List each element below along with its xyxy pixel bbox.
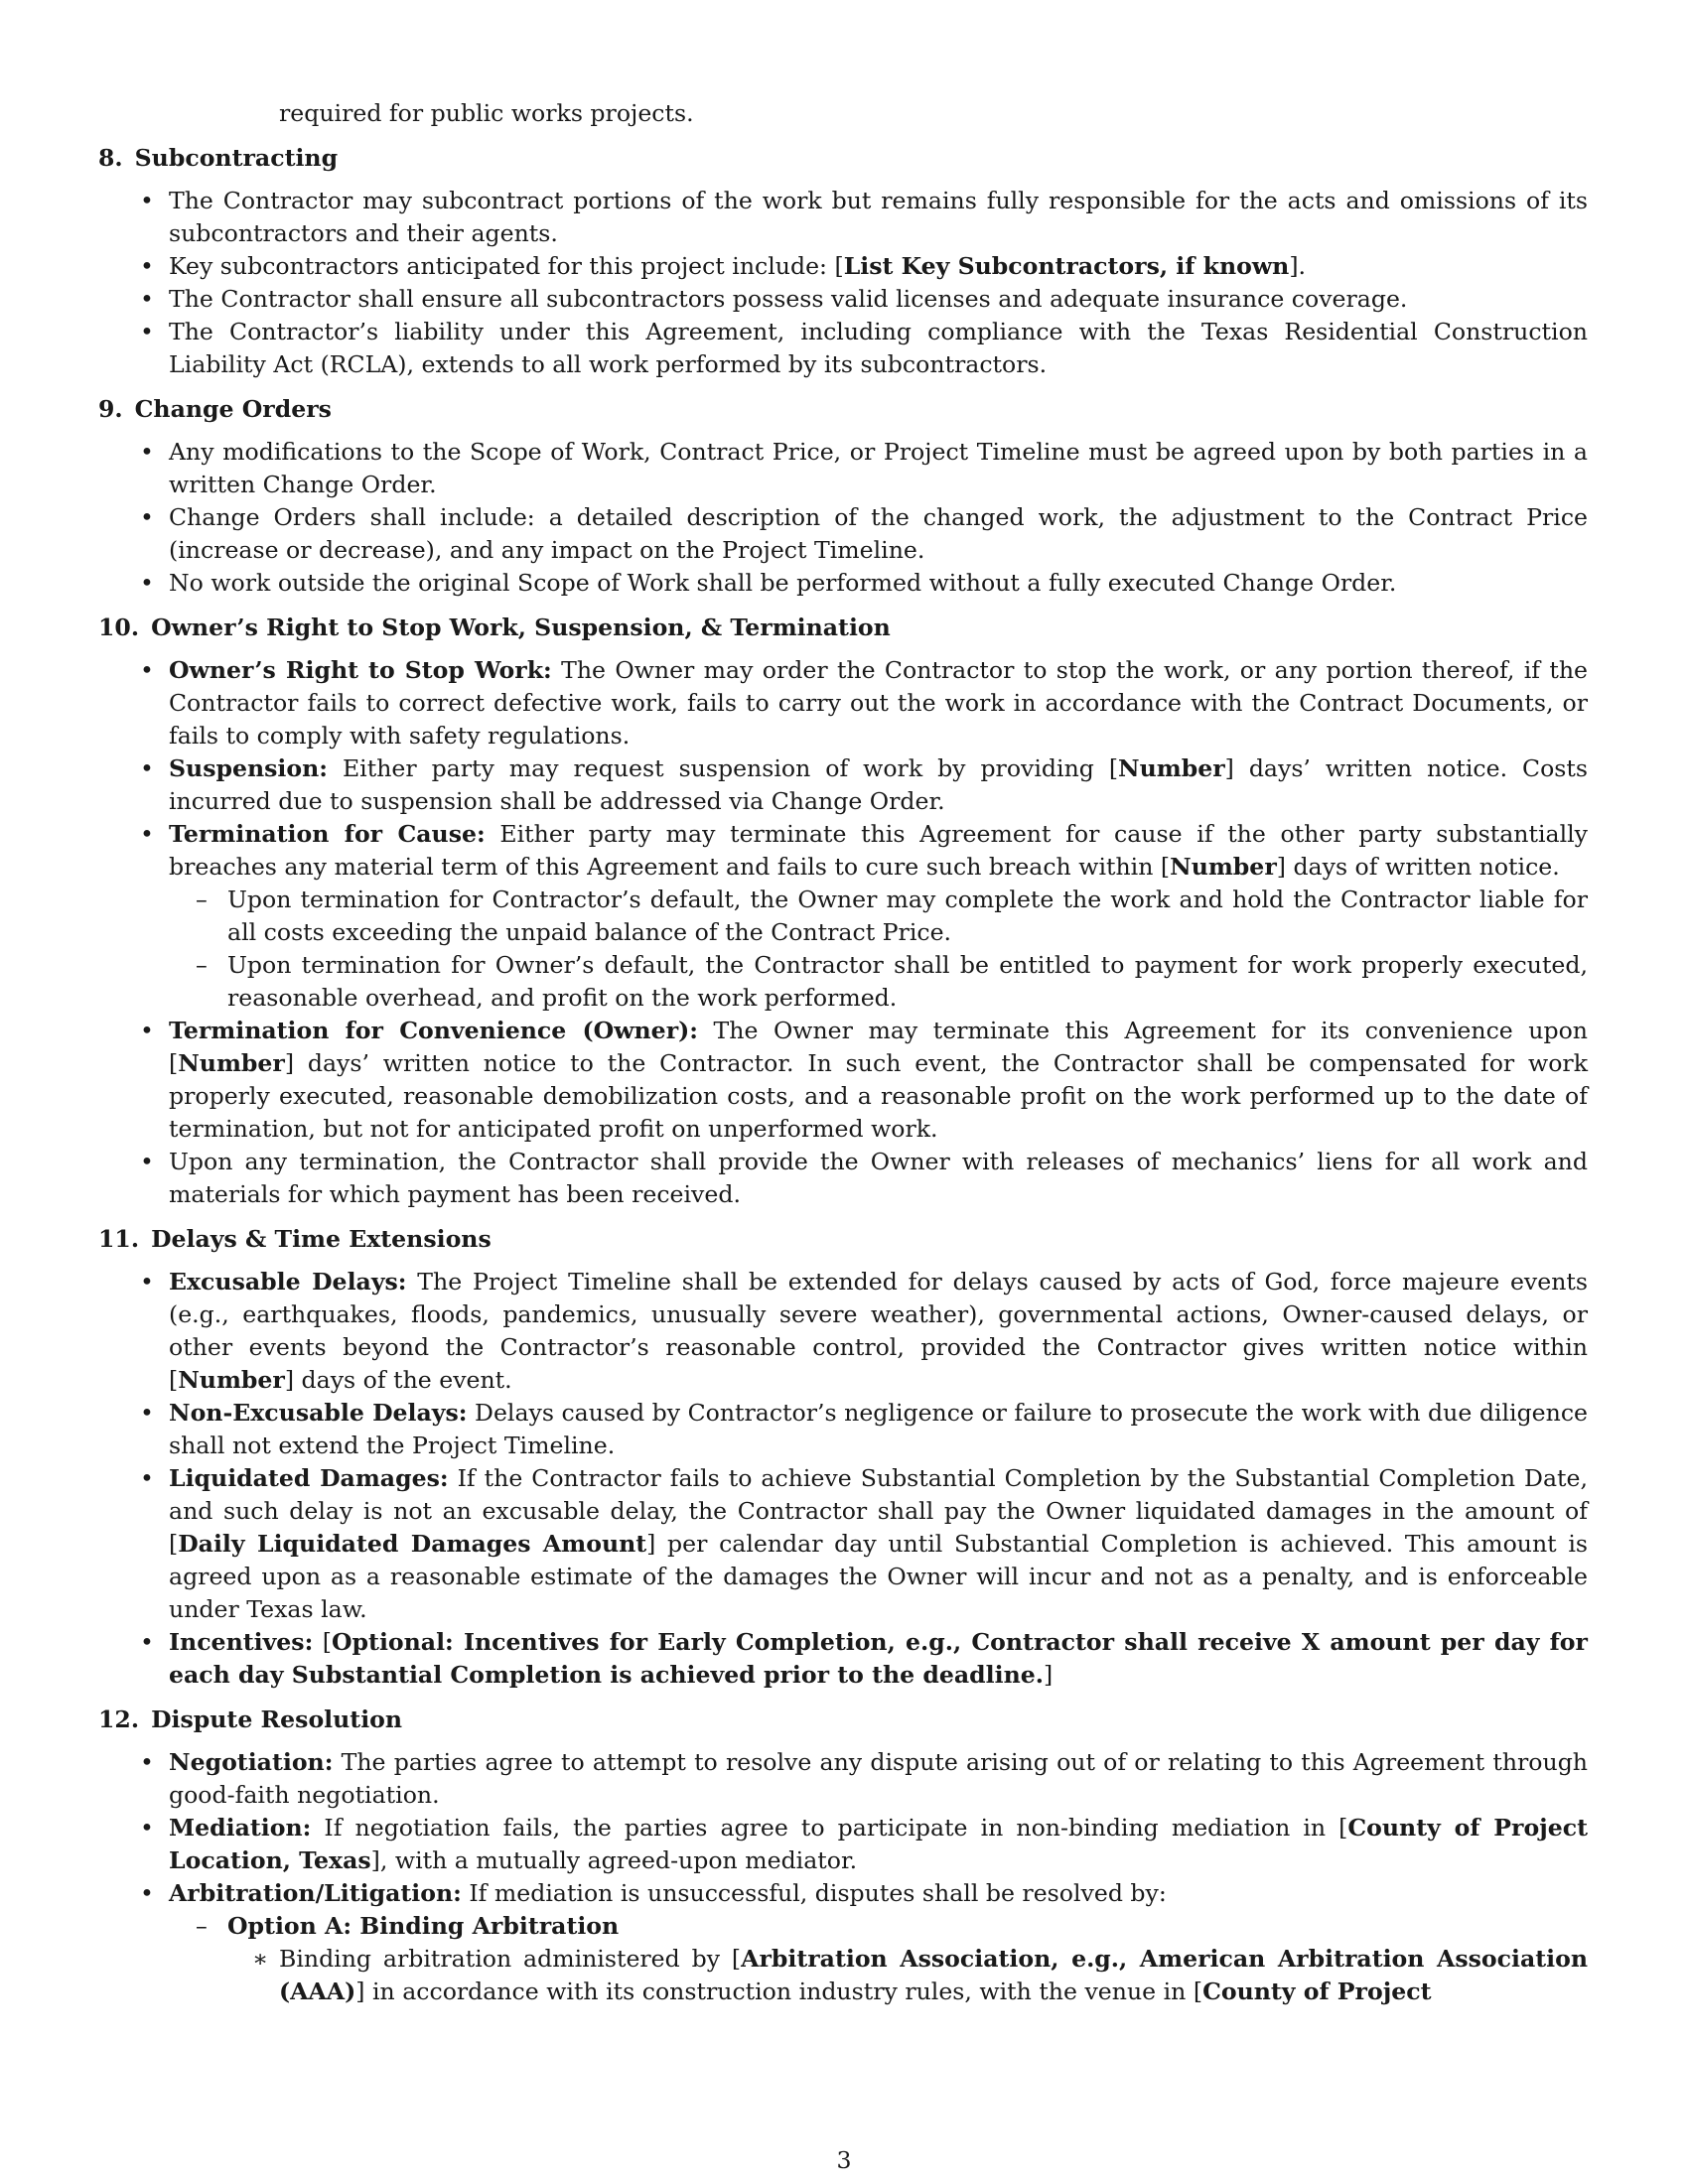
placeholder-field: County of Project Location, Texas	[169, 1814, 1588, 1874]
item-label: Suspension:	[169, 754, 328, 782]
sub-list-item: – Upon termination for Contractor’s default, the Owner may complete the work and hold the Contractor liable for all costs exceeding the unpaid balance of the Contract Price.	[169, 884, 1588, 949]
list-item: • The Contractor shall ensure all subcontractors possess valid licenses and adequate insurance coverage.	[98, 283, 1588, 316]
list-item: • Liquidated Damages: If the Contractor fails to achieve Substantial Completion by the Substantial Completion Date, and such delay is not an excusable delay, the Contractor shall pay the Owner liquidated damages in the amount of [Daily Liquidated Damages Amount] per calendar day until Substantial Completion is achieved. This amount is agreed upon as a reasonable estimate of the damages the Owner will incur and not as a penalty, and is enforceable under Texas law.	[98, 1462, 1588, 1626]
list-item: • Upon any termination, the Contractor shall provide the Owner with releases of mechanics’ liens for all work and materials for which payment has been received.	[98, 1146, 1588, 1211]
sub-sub-list-item: ∗ Binding arbitration administered by [Arbitration Association, e.g., American Arbitration Association (AAA)] in accordance with its construction industry rules, with the venue in [County of Project	[227, 1943, 1588, 2008]
list-item: • Termination for Cause: Either party may terminate this Agreement for cause if the other party substantially breaches any material term of this Agreement and fails to cure such breach within [Number] days of written notice. – Upon termination for Contractor’s default, the Owner may complete the work and hold the Contractor liable for all costs exceeding the unpaid balance of the Contract Price. – Upon termination for Owner’s default, the Contractor shall be entitled to payment for work properly executed, reasonable overhead, and profit on the work performed.	[98, 818, 1588, 1015]
item-label: Excusable Delays:	[169, 1268, 407, 1296]
placeholder-field: Arbitration Association, e.g., American Arbitration Association (AAA)	[279, 1945, 1589, 2005]
list-item: • Key subcontractors anticipated for this project include: [List Key Subcontractors, if known].	[98, 250, 1588, 283]
item-label: Termination for Convenience (Owner):	[169, 1017, 698, 1044]
page-number: 3	[836, 2146, 852, 2174]
placeholder-field: Number	[1170, 853, 1277, 881]
section-heading	[98, 1223, 1588, 1256]
section-heading	[98, 1704, 1588, 1736]
placeholder-field: Number	[178, 1049, 285, 1077]
placeholder-field: County of Project	[1202, 1978, 1432, 2005]
list-item: • Excusable Delays: The Project Timeline shall be extended for delays caused by acts of God, force majeure events (e.g., earthquakes, floods, pandemics, unusually severe weather), governmental actions, Owner-caused delays, or other events beyond the Contractor’s reasonable control, provided the Contractor gives written notice within [Number] days of the event.	[98, 1266, 1588, 1397]
section-title: Delays & Time Extensions	[151, 1225, 492, 1253]
section-stop-work-termination	[98, 612, 1588, 1211]
list-item: • No work outside the original Scope of Work shall be performed without a fully executed Change Order.	[98, 567, 1588, 600]
section-change-orders	[98, 393, 1588, 600]
section-delays	[98, 1223, 1588, 1692]
item-label: Incentives:	[169, 1628, 314, 1656]
item-label: Non-Excusable Delays:	[169, 1399, 468, 1427]
sub-list-item	[169, 1910, 1588, 2008]
section-number: 12.	[98, 1706, 140, 1733]
sub-list-item: – Upon termination for Owner’s default, the Contractor shall be entitled to payment for work properly executed, reasonable overhead, and profit on the work performed.	[169, 949, 1588, 1015]
item-label: Termination for Cause:	[169, 820, 486, 848]
list-item: • Negotiation: The parties agree to attempt to resolve any dispute arising out of or relating to this Agreement through good-faith negotiation.	[98, 1746, 1588, 1812]
placeholder-field: List Key Subcontractors, if known	[843, 252, 1290, 280]
section-dispute-resolution	[98, 1704, 1588, 2008]
section-number: 10.	[98, 614, 140, 641]
section-number: 9.	[98, 395, 123, 423]
list-item: • Mediation: If negotiation fails, the parties agree to participate in non-binding mediation in [County of Project Location, Texas], with a mutually agreed-upon mediator.	[98, 1812, 1588, 1877]
item-label: Mediation:	[169, 1814, 312, 1842]
item-label: Arbitration/Litigation:	[169, 1879, 462, 1907]
item-label: Negotiation:	[169, 1748, 334, 1776]
section-title: Change Orders	[134, 395, 332, 423]
placeholder-field: Number	[1118, 754, 1225, 782]
list-item: • Incentives: [Optional: Incentives for Early Completion, e.g., Contractor shall receive X amount per day for each day Substantial Completion is achieved prior to the deadline.]	[98, 1626, 1588, 1692]
section-subcontracting	[98, 142, 1588, 381]
section-title: Dispute Resolution	[151, 1706, 403, 1733]
document-page	[98, 97, 1588, 2008]
item-label: Liquidated Damages:	[169, 1464, 449, 1492]
option-label: Option A: Binding Arbitration	[227, 1912, 620, 1940]
section-heading	[98, 393, 1588, 426]
placeholder-field: Daily Liquidated Damages Amount	[178, 1530, 647, 1558]
section-heading	[98, 142, 1588, 175]
section-heading	[98, 612, 1588, 644]
placeholder-field: Optional: Incentives for Early Completion, e.g., Contractor shall receive X amount per day for each day Substantial Completion is achieved prior to the deadline.	[169, 1628, 1588, 1689]
list-item: • Owner’s Right to Stop Work: The Owner may order the Contractor to stop the work, or any portion thereof, if the Contractor fails to correct defective work, fails to carry out the work in accordance with the Contract Documents, or fails to comply with safety regulations.	[98, 654, 1588, 752]
item-label: Owner’s Right to Stop Work:	[169, 656, 552, 684]
list-item: • Arbitration/Litigation: If mediation is unsuccessful, disputes shall be resolved by: – Option A: Binding Arbitration ∗ Binding arbitration administered by [Arbitration Association, e.g., American Arbitration Association (AAA)] in accordance with its construction industry rules, with the venue in [County of Project	[98, 1877, 1588, 2008]
list-item: • Change Orders shall include: a detailed description of the changed work, the adjustment to the Contract Price (increase or decrease), and any impact on the Project Timeline.	[98, 501, 1588, 567]
list-item: • The Contractor may subcontract portions of the work but remains fully responsible for the acts and omissions of its subcontractors and their agents.	[98, 185, 1588, 250]
section-number: 11.	[98, 1225, 140, 1253]
section-number: 8.	[98, 144, 123, 172]
list-item: • Any modifications to the Scope of Work, Contract Price, or Project Timeline must be agreed upon by both parties in a written Change Order.	[98, 436, 1588, 501]
continuation-text: required for public works projects.	[279, 99, 694, 127]
list-item: • Termination for Convenience (Owner): The Owner may terminate this Agreement for its convenience upon [Number] days’ written notice to the Contractor. In such event, the Contractor shall be compensated for work properly executed, reasonable demobilization costs, and a reasonable profit on the work performed up to the date of termination, but not for anticipated profit on unperformed work.	[98, 1015, 1588, 1146]
section-title: Subcontracting	[134, 144, 339, 172]
list-item: • Non-Excusable Delays: Delays caused by Contractor’s negligence or failure to prosecute the work with due diligence shall not extend the Project Timeline.	[98, 1397, 1588, 1462]
section-title: Owner’s Right to Stop Work, Suspension, & Termination	[151, 614, 891, 641]
placeholder-field: Number	[178, 1366, 285, 1394]
list-item: • The Contractor’s liability under this Agreement, including compliance with the Texas Residential Construction Liability Act (RCLA), extends to all work performed by its subcontractors.	[98, 316, 1588, 381]
list-item: • Suspension: Either party may request suspension of work by providing [Number] days’ written notice. Costs incurred due to suspension shall be addressed via Change Order.	[98, 752, 1588, 818]
